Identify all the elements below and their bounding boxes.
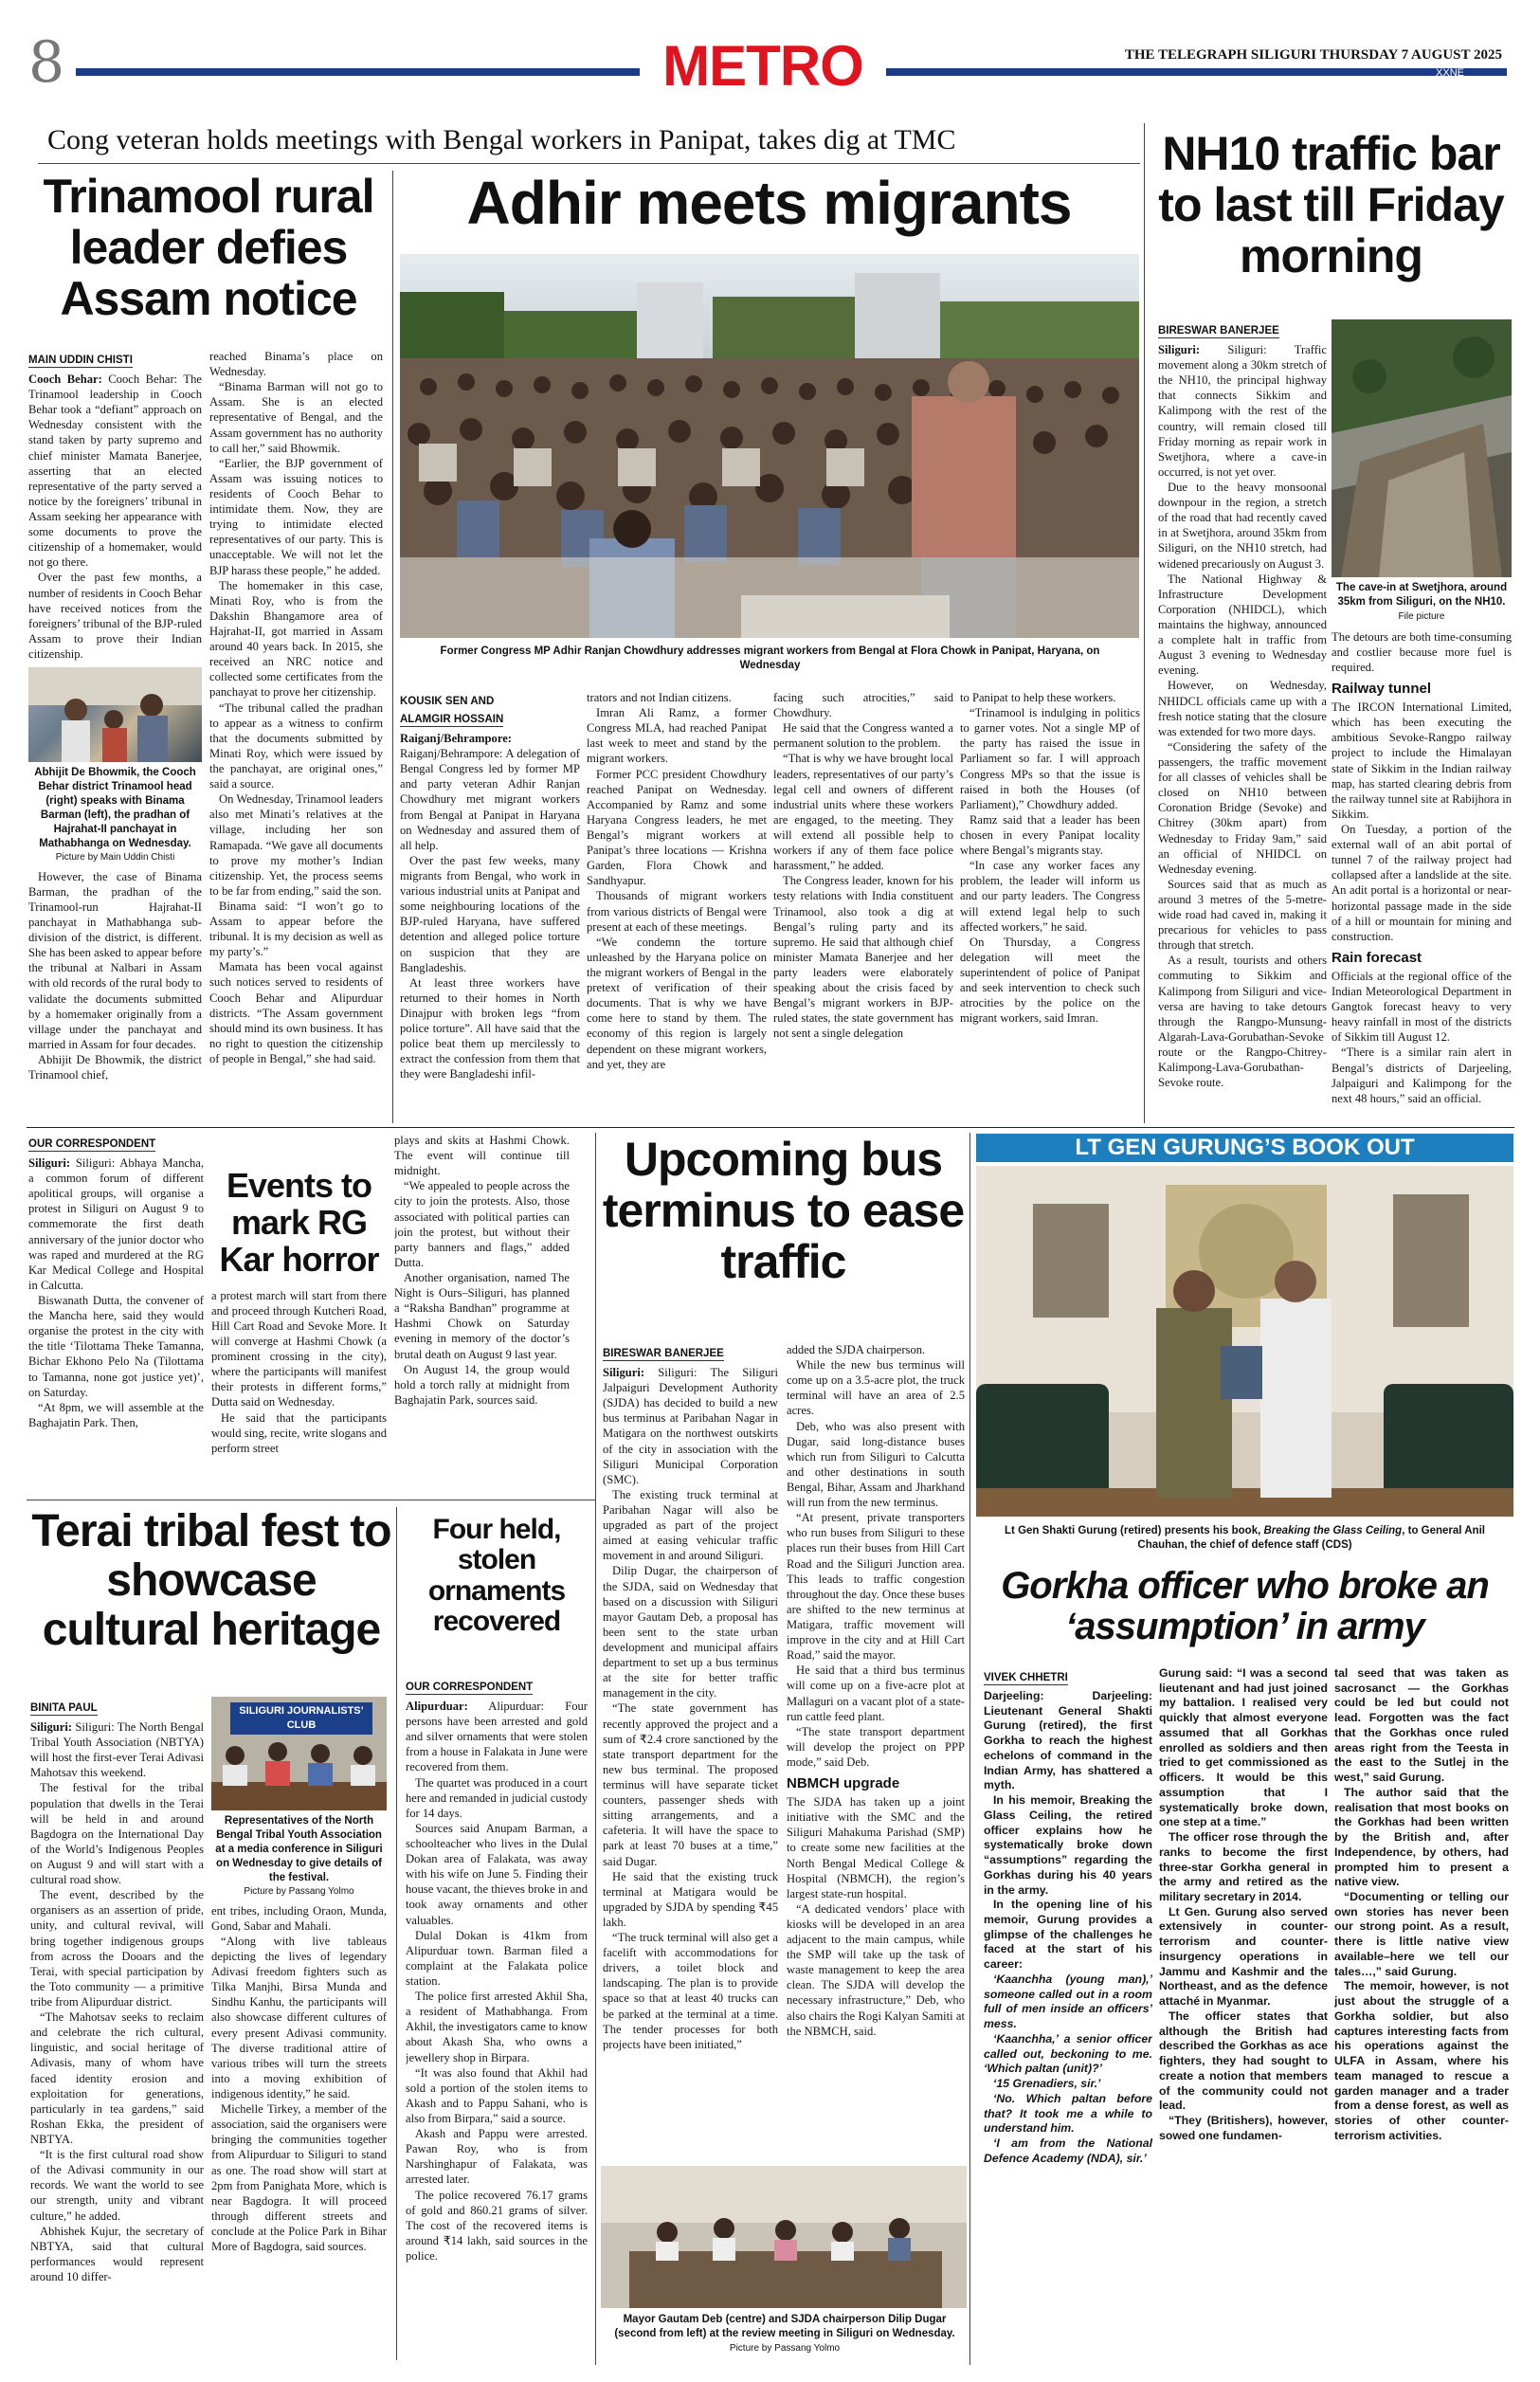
adhir-para: The Congress leader, known for his testy relations with India constituent Trinamool, also took a dig at Bengal’s ruling party and its supremo. He said that although chief minister Mamata Banerjee and her party leaders were elaborately speaking about the crisis faced by Bengal’s migrant workers in BJP-ruled states, the state government has not sent a single delegation [773, 874, 953, 1041]
ornaments-headline: Four held, stolen ornaments recovered [427, 1514, 566, 1638]
terai-para: ent tribes, including Oraon, Munda, Gond, Sabar and Mahali. [211, 1903, 387, 1933]
nh10-para: Sources said that as much as around 3 metres of the 5-metre-wide road had caved in, making it precarious for vehicles to pass through that stretch. [1158, 877, 1327, 953]
terai-photo [211, 1697, 387, 1810]
trinamool-photo-credit: Picture by Main Uddin Chisti [55, 851, 175, 863]
adhir-col3 [773, 690, 953, 1123]
ornaments-byline: OUR CORRESPONDENT [406, 1682, 534, 1693]
gurung-byline: VIVEK CHHETRI [984, 1672, 1068, 1683]
bus-para: “A dedicated vendors’ place with kiosks will be developed in an area adjacent to the main campus, while the SMP will take up the task of waste management to keep the area clean. The SJDA will develop the necessary infrastructure,” Deb, who also chairs the Rogi Kalyan Samiti at the NBMCH, said. [787, 1901, 965, 2038]
rgkar-col1 [28, 1133, 204, 1495]
gurung-photo-caption: Lt Gen Shakti Gurung (retired) presents his book, Breaking the Glass Ceiling, to General Anil Chauhan, the chief of defence staff (CDS) [1005, 1525, 1485, 1551]
gurung-para: The officer states that although the British had described the Gorkhas as ace fighters, they had sought to create a notion that members of the community could not lead. [1159, 2009, 1328, 2113]
bus-col2 [787, 1342, 965, 2091]
vrule-bus-left [595, 1133, 596, 2365]
terai-para: The festival for the tribal population that dwells in the Terai will be held in and around Bagdogra on the International Day of the World’s Indigenous Peoples on August 9 and will start with a cultural road show. [30, 1781, 204, 1887]
adhir-photo [400, 254, 1139, 638]
gurung-para: The officer rose through the ranks to become the first three-star Gorkha general in the army and retired as the military secretary in 2014. [1159, 1830, 1328, 1904]
gurung-banner: LT GEN GURUNG’S BOOK OUT [976, 1134, 1513, 1162]
page-number: 8 [28, 29, 65, 90]
adhir-para: Raiganj/Behrampore: Raiganj/Behrampore: A delegation of Bengal Congress led by former MP and party veteran Adhir Ranjan Chowdhury met migrant workers from Bengal at Panipat in Haryana on Wednesday and assured them of all help. [400, 732, 580, 852]
bus-para: He said that the existing truck terminal at Matigara would be upgraded by SJDA by spending ₹45 lakh. [603, 1869, 778, 1929]
nh10-headline: NH10 traffic bar to last till Friday morning [1158, 127, 1504, 282]
rgkar-para: He said that the participants would sing, recite, write slogans and perform street [211, 1410, 387, 1455]
press-conference-image [211, 1697, 387, 1810]
nh10-para: The National Highway & Infrastructure Development Corporation (NHIDCL), which maintains the highway, announced a complete halt in traffic from August 3 evening to Wednesday evening. [1158, 572, 1327, 678]
rgkar-para: Siliguri: Siliguri: Abhaya Mancha, a common forum of different apolitical groups, will organise a protest in Siliguri on August 9 to commemorate the first death anniversary of the junior doctor who was raped and murdered at the RG Kar Medical College and Hospital in Calcutta. [28, 1156, 204, 1292]
vrule-bus-right [969, 1133, 970, 2365]
nh10-para: Officials at the regional office of the Indian Meteorological Department in Gangtok forecast heavy to very heavy rainfall in most of the districts of Sikkim till August 12. [1332, 969, 1512, 1045]
rgkar-para: On August 14, the group would hold a torch rally at midnight from Baghajatin Park, sources said. [394, 1362, 570, 1407]
book-presentation-image [976, 1166, 1513, 1517]
terai-photo-caption: Representatives of the North Bengal Tribal Youth Association at a media conference in Siliguri on Wednesday to give details of the festival. [215, 1815, 383, 1883]
gurung-para: ‘Kaanchha (young man),’ someone called out in a room full of men inside an officers’ mess. [984, 1972, 1152, 2031]
bus-byline: BIRESWAR BANERJEE [603, 1348, 724, 1359]
journalists-club-banner: SILIGURI JOURNALISTS’ CLUB [230, 1702, 372, 1735]
rgkar-headline: Events to mark RG Kar horror [219, 1168, 379, 1279]
terai-byline: BINITA PAUL [30, 1702, 98, 1714]
nh10-photo-caption: The cave-in at Swetjhora, around 35km from Siliguri, on the NH10. [1335, 582, 1508, 608]
nh10-col2 [1332, 319, 1512, 1123]
bus-para: Deb, who was also present with Dugar, said long-distance buses which run from Siliguri to Calcutta and other destinations in south Bengal, Bihar, Assam and Jharkhand will run from the new terminus. [787, 1419, 965, 1510]
rgkar-para: “At 8pm, we will assemble at the Baghajatin Park. Then, [28, 1400, 204, 1429]
nh10-para: As a result, tourists and others commuting to Sikkim and Kalimpong from Siliguri and vice-versa are having to take detours through the Rangpo-Munsung-Algarah-Lava-Gorubathan-Sevoke route or the Rangpo-Chitrey-Kalimpong-Lava-Gorubathan-Sevoke route. [1158, 954, 1327, 1090]
terai-photo-credit: Picture by Passang Yolmo [244, 1885, 354, 1897]
rgkar-para: a protest march will start from there and proceed through Kutcheri Road, Hill Cart Road and Sevoke More. It will converge at Hashmi Chowk (a prominent crossing in the city), where the participants will manifest their protests in different forms,” Dutta said on Wednesday. [211, 1288, 387, 1409]
trinamool-para: Abhijit De Bhowmik, the district Trinamool chief, [28, 1053, 202, 1082]
nh10-photo-credit: File picture [1398, 610, 1445, 622]
bus-para: He said that a third bus terminus will come up on a five-acre plot at Mallaguri on a vacant plot of a state-run cattle feed plant. [787, 1664, 965, 1723]
gurung-para: “They (Britishers), however, sowed one fundamen- [1159, 2114, 1328, 2142]
bus-photo [601, 2166, 967, 2308]
ornaments-para: The police recovered 76.17 grams of gold and 860.21 grams of silver. The cost of the recovered items is around ₹14 lakh, said sources in the police. [406, 2188, 588, 2263]
nh10-para: The detours are both time-consuming and costlier because more fuel is required. [1332, 629, 1512, 675]
nh10-para: “There is a similar rain alert in Bengal’s districts of Darjeeling, Jalpaiguri and Kalimpong for the next 48 hours,” said an official. [1332, 1046, 1512, 1105]
terai-headline: Terai tribal fest to showcase cultural heritage [31, 1506, 391, 1655]
trinamool-para: reached Binama’s place on Wednesday. [209, 350, 383, 379]
adhir-para: facing such atrocities,” said Chowdhury. [773, 691, 953, 720]
trinamool-para: Binama said: “I won’t go to Assam to appear before the tribunal. It is my decision as well as my party’s.” [209, 899, 383, 959]
gurung-col3 [1334, 1666, 1509, 2358]
adhir-para: Over the past few weeks, many migrants from Bengal, who work in various industrial units at Panipat and some neighbouring locations of the BJP-ruled Haryana, have suffered detention and alleged police torture on suspicion that they are Bangladeshis. [400, 853, 580, 974]
trinamool-photo [28, 667, 202, 762]
ornaments-para: Akash and Pappu were arrested. Pawan Roy, who is from Narshinghapur of Falakata, was arrested later. [406, 2127, 588, 2187]
middle-rule [27, 1127, 1514, 1128]
ornaments-para: Sources said Anupam Barman, a schoolteacher who lives in the Dulal Dokan area of Falakata, was away with his wife on June 5. Finding their house vacant, the thieves broke in and took away ornaments and other valuables. [406, 1821, 588, 1927]
terai-para: Abhishek Kujur, the secretary of NBTYA, said that cultural performances would represent around 10 differ- [30, 2224, 204, 2283]
masthead [0, 0, 1540, 90]
terai-para: “The Mahotsav seeks to reclaim and celebrate the rich cultural, linguistic, and social heritage of Adivasis, many of whom have faced identity erosion and exploitation for generations, particularly in tea gardens,” said Roshan Ekka, the president of NBTYA. [30, 2010, 204, 2146]
bus-para: “The truck terminal will also get a facelift with accommodations for drivers, a toilet block and landscaping. The plan is to provide space so that at least 40 trucks can be parked at the terminal at a time. The tender processes for both projects have been initiated,” [603, 1931, 778, 2051]
bus-para: The SJDA has taken up a joint initiative with the SMC and the Siliguri Mahakuma Parishad (SMP) to create some new facilities at the North Bengal Medical College & Hospital (NBMCH), the region’s largest state-run hospital. [787, 1795, 965, 1900]
terai-para: “It is the first cultural road show of the Adivasi community in our records. We want the world to see our strength, unity and vibrant culture,” he added. [30, 2148, 204, 2223]
trinamool-byline: MAIN UDDIN CHISTI [28, 355, 133, 366]
vrule-ornaments [396, 1507, 397, 2360]
ornaments-para: The police first arrested Akhil Sha, a resident of Mathabhanga. From Akhil, the investigators came to know about Akash Sha, who owns a jewellery shop in Birpara. [406, 1990, 588, 2064]
trinamool-para: The homemaker in this case, Minati Roy, who is from the Dakshin Bhangamore area of Hajrahat-II, got married in Assam around 40 years back. In 2015, she received an NRC notice and collected some certificates from the panchayat to prove her citizenship. [209, 578, 383, 700]
nh10-para: On Tuesday, a portion of the external wall of an abit portal of tunnel 7 of the railway project had collapsed after a landslide at the site. An adit portal is a horizontal or near-horizontal passage made in the side of a hill or mountain for mining and construction. [1332, 823, 1512, 943]
bus-subhead: NBMCH upgrade [787, 1775, 900, 1792]
ornaments-para: Dulal Dokan is 41km from Alipurduar town. Barman filed a complaint at the Falakata police station. [406, 1928, 588, 1988]
rgkar-para: “We appealed to people across the city to join the protests. Also, those associated with political parties can join the protest, but without their party banners and flags,” added Dutta. [394, 1179, 570, 1269]
adhir-para: “In case any worker faces any problem, the leader will inform us and our party leaders. The Congress will extend legal help to such affected workers,” he said. [960, 859, 1140, 934]
gurung-para: The author said that the realisation that most books on the Gorkhas had been written by the British and, after Independence, by others, had prompted him to present a native view. [1334, 1785, 1509, 1889]
adhir-para: On Thursday, a Congress delegation will meet the superintendent of police of Panipat and seek intervention to check such atrocities by the police on the migrant workers, said Imran. [960, 935, 1140, 1026]
terai-para: Michelle Tirkey, a member of the association, said the organisers were bringing the communities together from Alipurduar to Siliguri to stand as one. The road show will start at 2pm from Panighata More, which is near Bagdogra. It will proceed through different streets and conclude at the Police Park in Bihar More of Bagdogra, said sources. [211, 2102, 387, 2254]
ornaments-para: The quartet was produced in a court here and remanded in judicial custody for 14 days. [406, 1775, 588, 1820]
vrule-nh10 [1144, 123, 1145, 1123]
adhir-para: Thousands of migrant workers from various districts of Bengal were present at each of these meetings. [587, 889, 767, 934]
adhir-col1 [400, 690, 580, 1123]
trinamool-para: “Binama Barman will not go to Assam. She is an elected representative of Bengal, and the Assam government has no authority to call her,” said Bhowmik. [209, 380, 383, 455]
trinamool-para: Mamata has been vocal against such notices served to residents of Cooch Behar and Alipurduar districts. “The Assam government should mind its own business. It has no right to question the citizenship of people in Bengal,” she had said. [209, 960, 383, 1066]
rgkar-col3 [394, 1133, 570, 1495]
adhir-kicker: Cong veteran holds meetings with Bengal workers in Panipat, takes dig at TMC [47, 124, 956, 155]
bus-photo-caption: Mayor Gautam Deb (centre) and SJDA chairperson Dilip Dugar (second from left) at the review meeting in Siliguri on Wednesday. Picture by Passang Yolmo [614, 2314, 955, 2354]
nh10-para: Due to the heavy monsoonal downpour in the region, a stretch of the road that had recently caved in at Swetjhora, around 35km from Siliguri, on the NH10 stretch, had widened precariously on August 3. [1158, 480, 1327, 571]
adhir-headline: Adhir meets migrants [466, 169, 1072, 237]
vrule-trinamool [392, 171, 393, 1123]
nh10-para: However, on Wednesday, NHIDCL officials came up with a fresh notice stating that the closure was extended for two more days. [1158, 679, 1327, 738]
masthead-rule-right [886, 67, 1507, 79]
bus-para: “The state transport department will develop the project on PPP mode,” said Deb. [787, 1724, 965, 1769]
adhir-para: “Trinamool is indulging in politics to garner votes. Not a single MP of the party has raised the issue in Parliament so far. I will approach Congress MPs so that the issue is raised in both the Houses (of Parliament),” Chowdhury added. [960, 706, 1140, 811]
gurung-para: Gurung said: “I was a second lieutenant and had just joined my battalion. I realised very quickly that almost everyone assumed that all Gorkhas enrolled as soldiers and then tried to get commissioned as officers. It would be this assumption that I systematically broke down, one step at a time.” [1159, 1666, 1328, 1829]
bus-para: “The state government has recently approved the project and a sum of ₹2.4 crore sanctioned by the state transport department for the new bus terminal. The proposed terminus will have separate ticket counters, passenger sheds with sitting arrangements, and a cafeteria. It will have the space to park at least 70 buses at a time,” said Dugar. [603, 1701, 778, 1868]
gurung-photo [976, 1166, 1513, 1517]
trinamool-para: Over the past few months, a number of residents in Cooch Behar have received notices from the foreigners’ tribunal of the BJP-ruled Assam to prove their Indian citizenship. [28, 571, 202, 661]
adhir-para: He said that the Congress wanted a permanent solution to the problem. [773, 721, 953, 751]
gurung-para: The memoir, however, is not just about the struggle of a Gorkha soldier, but also captures interesting facts from his operations against the ULFA in Assam, where his team managed to rescue a garden manager and a trader from a dense forest, as well as stories of other counter-terrorism activities. [1334, 1979, 1509, 2142]
gurung-para: ‘No. Which paltan before that? It took me a while to understand him. [984, 2091, 1152, 2136]
ornaments-col [406, 1676, 588, 2358]
rgkar-para: Biswanath Dutta, the convener of the Mancha here, said they would organise the protest in the city with the title ‘Tilottama Theke Tamanna, Bichar Ekhono Pelo Na (Tilottama to Tamanna, none got justice yet)’, on Saturday. [28, 1293, 204, 1399]
trinamool-col2 [209, 349, 383, 1126]
paper-date-line: THE TELEGRAPH SILIGURI THURSDAY 7 AUGUST 2025 [1124, 47, 1502, 63]
bus-para: While the new bus terminus will come up on a 3.5-acre plot, the truck terminal will have an area of 2.5 acres. [787, 1358, 965, 1418]
trinamool-para: “The tribunal called the pradhan to appear as a witness to confirm that the documents submitted by Minati Roy, which were issued by the panchayat, are original ones,” said a source. [209, 700, 383, 791]
ornaments-para: “It was also found that Akhil had sold a portion of the stolen items to Akash and to Pappu Sahani, who is also from Birpara,” said a source. [406, 2065, 588, 2125]
adhir-photo-caption: Former Congress MP Adhir Ranjan Chowdhury addresses migrant workers from Bengal at Flora Chowk in Panipat, Haryana, on Wednesday [440, 646, 1100, 671]
nh10-col1 [1158, 319, 1327, 1123]
adhir-para: Ramz said that a leader has been chosen in every Panipat locality where Bengal’s migrants stay. [960, 812, 1140, 858]
trinamool-headline: Trinamool rural leader defies Assam notice [43, 170, 374, 325]
terai-col1 [30, 1697, 204, 2360]
adhir-para: “That is why we have brought local leaders, representatives of our party’s legal cell and owners of different industrial units where these workers are engaged, to the meeting. They will extend all possible help to workers if any of them face police harassment,” he added. [773, 752, 953, 873]
nh10-photo [1332, 319, 1512, 577]
people-meeting-image [28, 667, 202, 762]
gurung-headline: Gorkha officer who broke an ‘assumption’ in army [1001, 1565, 1489, 1648]
crowd-rally-image [400, 254, 1139, 638]
trinamool-col1 [28, 349, 202, 1126]
ornaments-para: Alipurduar: Alipurduar: Four persons have been arrested and gold and silver ornaments that were stolen from a house in Falakata in June were recovered from them. [406, 1700, 588, 1774]
gurung-para: In the opening line of his memoir, Gurung provides a glimpse of the challenges he faced at the start of his career: [984, 1898, 1152, 1972]
terai-col2 [211, 1697, 387, 2360]
terai-para: “Along with live tableaus depicting the lives of legendary Adivasi freedom fighters such as Tilka Manjhi, Birsa Munda and Sindhu Kanhu, the participants will also showcase different cultures of every present Adivasi community. The diverse traditional attire of various tribes will turn the streets into a moving exhibition of indigenous identity,” he said. [211, 1934, 387, 2100]
edition-code: XXNE [1436, 67, 1464, 79]
bus-headline: Upcoming bus terminus to ease traffic [602, 1133, 965, 1288]
gurung-para: “Documenting or telling our own stories has never been our strong point. As a result, there is little native view available–here we tell our tales…,” said Gurung. [1334, 1890, 1509, 1978]
bus-para: The existing truck terminal at Paribahan Nagar will also be upgraded as part of the project aimed at easing vehicular traffic movement in and around Siliguri. [603, 1487, 778, 1563]
road-cave-in-image [1332, 319, 1512, 577]
bus-photo-credit: Picture by Passang Yolmo [729, 2342, 841, 2354]
masthead-rule-left [76, 68, 640, 76]
adhir-para: Imran Ali Ramz, a former Congress MLA, had reached Panipat last week to meet and stand by the migrant workers. [587, 706, 767, 766]
kicker-rule [38, 163, 1140, 164]
gurung-para: tal seed that was taken as sacrosanct — the Gorkhas could be led but could not lead. Forgotten was the fact that the Gorkhas once ruled areas right from the Teesta in the east to the Sutlej in the west,” said Gurung. [1334, 1666, 1509, 1785]
adhir-para: trators and not Indian citizens. [587, 691, 732, 704]
bus-para: “At present, private transporters who run buses from Siliguri to these places run their buses from Hill Cart Road and the Siliguri Junction area. This leads to traffic congestion throughout the day. Once these buses are shifted to the new terminus at Matigara, traffic movement will improve in the city and at Hill Cart Road,” said the mayor. [787, 1511, 965, 1663]
nh10-para: Siliguri: Siliguri: Traffic movement along a 30km stretch of the NH10, the principal highway that connects Sikkim and Kalimpong with the rest of the country, will remain closed till Friday morning as repair work in Swetjhora, where a cave-in occurred, is not yet over. [1158, 343, 1327, 479]
adhir-col2 [587, 690, 767, 1123]
adhir-para: At least three workers have returned to their homes in North Dinajpur with broken legs “from police torture”. All have said that the police beat them up mercilessly to extract the confession from them that they were Bangladeshi infil- [400, 975, 580, 1082]
gurung-para: Lt Gen. Gurung also served extensively in counter-terrorism and counter-insurgency operations in Jammu and Kashmir and the Northeast, and as the defence attaché in Myanmar. [1159, 1904, 1328, 2009]
rgkar-col2 [211, 1168, 387, 1495]
nh10-para: The IRCON International Limited, which has been executing the ambitious Sevoke-Rangpo railway project to include the Himalayan state of Sikkim in the Indian railway map, has started clearing debris from the railway tunnel site at Rabijhora in Sikkim. [1332, 700, 1512, 821]
nh10-para: “Considering the safety of the passengers, the traffic movement for all classes of vehicles shall be closed on NH10 between Coronation Bridge (Sevoke) and Chitrey (30km apart) from Wednesday to Friday 9am,” said an official of NHIDCL on Wednesday evening. [1158, 739, 1327, 876]
nh10-subhead-railway: Railway tunnel [1332, 681, 1432, 698]
adhir-para: Former PCC president Chowdhury reached Panipat on Wednesday. Accompanied by Ramz and some Haryana Congress leaders, he met Bengal’s migrant workers at Panipat’s three locations — Krishna Garden, Flora Chowk and Sandhyapur. [587, 767, 767, 888]
rgkar-byline: OUR CORRESPONDENT [28, 1138, 156, 1150]
adhir-col4 [960, 690, 1140, 1123]
terai-para: The event, described by the organisers as an assertion of pride, unity, and cultural revival, will bring together indigenous groups from across the Dooars and the Terai, with special participation by the Toto community — a primitive tribe from Alipurduar district. [30, 1888, 204, 2009]
gurung-para: Darjeeling: Darjeeling: Lieutenant General Shakti Gurung (retired), the first Gorkha to reach the highest echelons of command in the Indian Army, has shattered a myth. [984, 1689, 1152, 1792]
trinamool-para: “Earlier, the BJP government of Assam was issuing notices to residents of Cooch Behar to intimidate them. Now, they are trying to intimidate elected representatives of our party. This is unacceptable. We will not let the BJP harass these people,” he added. [209, 456, 383, 577]
adhir-byline-1: KOUSIK SEN AND [400, 696, 495, 707]
gurung-para: In his memoir, Breaking the Glass Ceiling, the retired officer explains how he systematically broke down “assumptions” regarding the Gorkhas during his 40 years in the army. [984, 1793, 1152, 1897]
nh10-byline: BIRESWAR BANERJEE [1158, 325, 1279, 336]
adhir-para: to Panipat to help these workers. [960, 691, 1116, 704]
trinamool-para: Cooch Behar: Cooch Behar: The Trinamool leadership in Cooch Behar took a “defiant” approach on Wednesday consistent with the stand taken by party supremo and chief minister Mamata Banerjee, asserting that an elected representative of the party served a notice by the foreigners’ tribunal in Assam seeking her appearance with some documents to prove the citizenship of a homemaker, would not go there. [28, 373, 202, 570]
bus-para: Siliguri: Siliguri: The Siliguri Jalpaiguri Development Authority (SJDA) has decided to build a new bus terminus at Paribahan Nagar in Matigara on the northwest outskirts of the city in association with the Siliguri Municipal Corporation (SMC). [603, 1366, 778, 1486]
trinamool-photo-caption: Abhijit De Bhowmik, the Cooch Behar district Trinamool head (right) speaks with Binama Barman (left), the pradhan of Hajrahat-II panchayat in Mathabhanga on Wednesday. [34, 767, 196, 849]
adhir-byline-2: ALAMGIR HOSSAIN [400, 714, 504, 725]
rgkar-para: plays and skits at Hashmi Chowk. The event will continue till midnight. [394, 1134, 570, 1178]
adhir-para: “We condemn the torture unleashed by the Haryana police on the migrant workers of Bengal in the pretext of verification of their documents. That is why we have come here to stand by them. The economy of this region is largely dependent on these migrant workers, and yet, they are [587, 935, 767, 1071]
gurung-para: ‘Kaanchha,’ a senior officer called out, beckoning to me. ‘Which paltan (unit)?’ [984, 2031, 1152, 2076]
rgkar-para: Another organisation, named The Night is Ours–Siliguri, has planned a “Raksha Bandhan” programme at Hashmi Chowk on Saturday evening in memory of the doctor’s brutal death on August 9 last year. [394, 1270, 570, 1361]
nh10-subhead-rain: Rain forecast [1332, 949, 1422, 966]
gurung-para: ‘I am from the National Defence Academy (NDA), sir.’ [984, 2137, 1152, 2165]
bus-para: Dilip Dugar, the chairperson of the SJDA, said on Wednesday that based on a discussion with Siliguri mayor Gautam Deb, a proposal has been sent to the state urban development and municipal affairs department to set up a bus terminus at the site for better traffic management in the city. [603, 1564, 778, 1700]
bus-para: added the SJDA chairperson. [787, 1343, 926, 1356]
gurung-para: ‘15 Grenadiers, sir.’ [993, 2077, 1101, 2091]
review-meeting-image [601, 2166, 967, 2308]
gurung-col2 [1159, 1666, 1328, 2358]
trinamool-para: On Wednesday, Trinamool leaders also met Minati’s relatives at the village, including her son Ramapada. “We gave all documents to prove my mother’s Indian citizenship. Yet, the process seems to be far from ending,” said the son. [209, 792, 383, 898]
terai-para: Siliguri: Siliguri: The North Bengal Tribal Youth Association (NBTYA) will host the first-ever Terai Adivasi Mahotsav this weekend. [30, 1720, 204, 1780]
section-title: METRO [662, 34, 863, 90]
trinamool-para: However, the case of Binama Barman, the pradhan of the Trinamool-run Hajrahat-II panchayat in Mathabhanga sub-division of the district, is different. She has been asked to appear before the tribunal at Nalbari in Assam with old records of the rural body to validate the documents submitted by a homemaker originally from a village under the panchayat and married in Assam for four decades. [28, 869, 202, 1051]
gurung-col1 [984, 1666, 1152, 2358]
